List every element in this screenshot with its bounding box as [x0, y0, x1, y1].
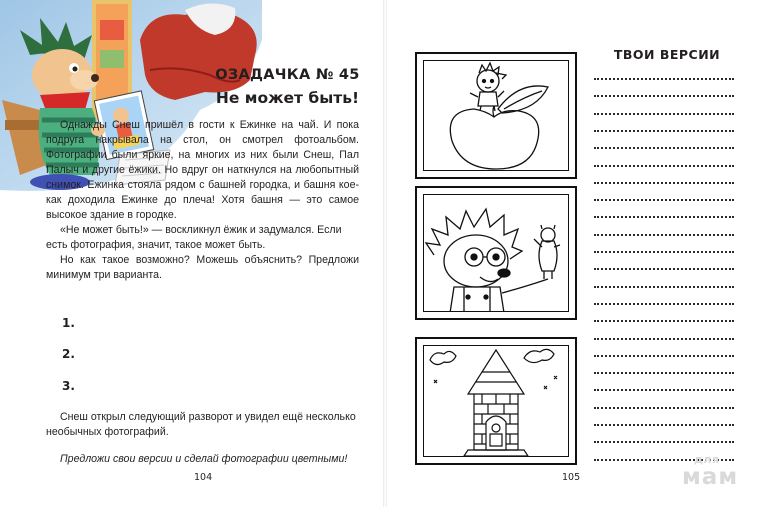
answer-line: [594, 320, 734, 322]
hedgehog-on-apple-picture: [423, 60, 569, 171]
book-spine: [383, 0, 387, 507]
page-number-right: 105: [562, 472, 581, 483]
answer-line: [594, 113, 734, 115]
hedgehog-with-bear-picture: [423, 194, 569, 312]
outro-instruction: Предложи свои версии и сделай фотографии цветными!: [60, 453, 348, 465]
puzzle-title: ОЗАДАЧКА № 45: [215, 67, 360, 83]
answer-line: [594, 286, 734, 288]
answer-line: [594, 251, 734, 253]
answer-number-1: 1.: [62, 316, 75, 330]
watermark-line-1: для: [694, 453, 720, 466]
answer-line: [594, 303, 734, 305]
answer-line: [594, 268, 734, 270]
outro-paragraph: Снеш открыл следующий разворот и увидел ещё несколько необычных фотографий.: [46, 411, 356, 438]
answer-line: [594, 407, 734, 409]
answer-line: [594, 389, 734, 391]
tower-picture: [423, 345, 569, 457]
versions-title: ТВОИ ВЕРСИИ: [613, 47, 721, 62]
answer-line: [594, 424, 734, 426]
answer-line: [594, 130, 734, 132]
answer-line: [594, 199, 734, 201]
story-paragraph: Однажды Снеш пришёл в гости к Ежинке на чай. И пока подруга накрывала на стол, он смотрел фотоальбом. Фотографии были яркие, на многих из них были Снеш, Пал Палыч и другие ёжики. Но вдруг он наткнулся на любопытный снимок. Ежинка стояла рядом с башней городка, и башня кое-как доходила Ежинке до плеча! Хотя башня — это самое высокое здание в городке.: [46, 119, 359, 221]
picture-frame-3: [415, 337, 577, 465]
story-paragraph: «Не может быть!» — воскликнул ёжик и задумался. Если есть фотография, значит, такое может быть.: [46, 224, 342, 251]
story-text: [46, 118, 359, 283]
answer-line: [594, 216, 734, 218]
watermark-line-2: мам: [682, 464, 739, 490]
picture-frame-1: [415, 52, 577, 179]
answer-line: [594, 355, 734, 357]
answer-line: [594, 95, 734, 97]
answer-line: [594, 338, 734, 340]
answer-number-2: 2.: [62, 347, 75, 361]
answer-line: [594, 372, 734, 374]
puzzle-subtitle: Не может быть!: [215, 89, 360, 107]
answer-number-3: 3.: [62, 379, 75, 393]
picture-frame-2: [415, 186, 577, 320]
page-number-left: 104: [194, 472, 213, 483]
outro-text: [46, 410, 359, 467]
answer-line: [594, 147, 734, 149]
answer-line: [594, 165, 734, 167]
answer-line: [594, 234, 734, 236]
answer-line: [594, 78, 734, 80]
story-paragraph: Но как такое возможно? Можешь объяснить? Предложи минимум три варианта.: [46, 254, 359, 281]
answer-line: [594, 182, 734, 184]
answer-line: [594, 441, 734, 443]
